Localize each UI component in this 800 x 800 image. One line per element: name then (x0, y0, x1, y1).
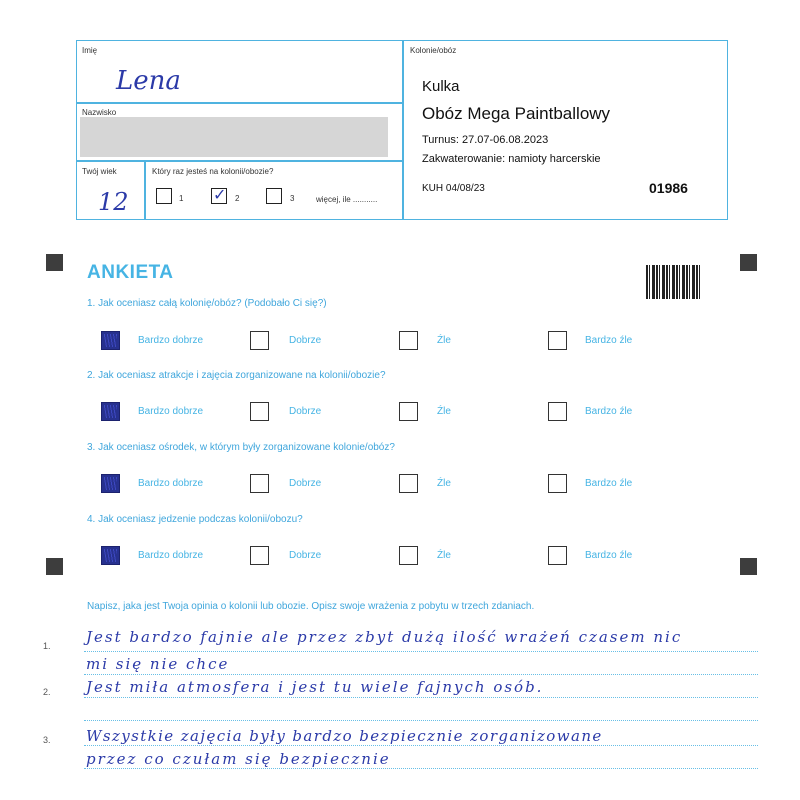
q4-label-bardzo-zle: Bardzo źle (585, 550, 633, 561)
imie-label: Imię (82, 46, 98, 55)
zakwaterowanie-row (422, 153, 601, 165)
q1-label-zle: Źle (437, 335, 451, 346)
line-number-1: 1. (43, 641, 51, 651)
line-number-3: 3. (43, 735, 51, 745)
header-divider-1 (76, 102, 402, 104)
answer-line-1b (84, 674, 758, 675)
header-divider-age (144, 160, 146, 220)
q4-checkbox-dobrze[interactable] (250, 546, 269, 565)
header-divider-2 (76, 160, 402, 162)
answer-line-2b (84, 720, 758, 721)
form-number: 01986 (649, 180, 688, 196)
turnus-value: 27.07-06.08.2023 (461, 134, 549, 146)
survey-title: ANKIETA (87, 262, 174, 283)
q2-label-zle: Źle (437, 406, 451, 417)
opinion-instruction: Napisz, jaka jest Twoja opinia o kolonii lub obozie. Opisz swoje wrażenia z pobytu w trzech zdaniach. (87, 601, 535, 612)
nazwisko-label: Nazwisko (82, 108, 117, 117)
q2-label-bardzo-zle: Bardzo źle (585, 406, 633, 417)
q2-checkbox-bardzo-zle[interactable] (548, 402, 567, 421)
ktory-raz-label: Który raz jesteś na kolonii/obozie? (152, 167, 274, 176)
question-1-text: 1. Jak oceniasz całą kolonię/obóz? (Podobało Ci się?) (87, 298, 327, 309)
q1-checkbox-dobrze[interactable] (250, 331, 269, 350)
visit-checkbox-2[interactable] (211, 188, 227, 204)
q1-checkbox-bardzo-zle[interactable] (548, 331, 567, 350)
q3-label-bardzo-dobrze: Bardzo dobrze (138, 478, 204, 489)
q4-checkbox-bardzo-zle[interactable] (548, 546, 567, 565)
q3-checkbox-dobrze[interactable] (250, 474, 269, 493)
q3-checkbox-bardzo-zle[interactable] (548, 474, 567, 493)
q4-label-bardzo-dobrze: Bardzo dobrze (138, 550, 204, 561)
line-number-2: 2. (43, 687, 51, 697)
q1-label-dobrze: Dobrze (289, 335, 322, 346)
header-divider-vertical (402, 40, 404, 220)
q3-checkbox-zle[interactable] (399, 474, 418, 493)
q2-label-bardzo-dobrze: Bardzo dobrze (138, 406, 204, 417)
visit-checkbox-3[interactable] (266, 188, 282, 204)
answer-line-3a (84, 745, 758, 746)
barcode (646, 265, 702, 299)
q1-label-bardzo-dobrze: Bardzo dobrze (138, 335, 204, 346)
turnus-row (422, 134, 548, 146)
visit-option-3-label: 3 (290, 194, 295, 203)
visit-option-2-label: 2 (235, 194, 240, 203)
q2-label-dobrze: Dobrze (289, 406, 322, 417)
q2-checkbox-bardzo-dobrze[interactable] (101, 402, 120, 421)
registration-marker-mid-right (740, 558, 757, 575)
wiecej-label: więcej, ile ........... (316, 195, 378, 204)
question-3-text: 3. Jak oceniasz ośrodek, w którym były zorganizowane kolonie/obóz? (87, 442, 395, 453)
answer-line-1a (84, 651, 758, 652)
answer-2-line-1[interactable]: Jest miła atmosfera i jest tu wiele fajnych osób. (86, 678, 544, 696)
turnus-label: Turnus: (422, 134, 459, 146)
camp-code: KUH 04/08/23 (422, 183, 485, 194)
visit-checkbox-1[interactable] (156, 188, 172, 204)
nazwisko-redacted-field (80, 117, 388, 157)
question-4-text: 4. Jak oceniasz jedzenie podczas kolonii/obozu? (87, 514, 303, 525)
q3-label-zle: Źle (437, 478, 451, 489)
camp-name-1: Kulka (422, 78, 460, 95)
zakwaterowanie-label: Zakwaterowanie: (422, 153, 506, 165)
q3-checkbox-bardzo-dobrze[interactable] (101, 474, 120, 493)
q2-checkbox-dobrze[interactable] (250, 402, 269, 421)
imie-value[interactable]: Lena (116, 66, 181, 96)
zakwaterowanie-value: namioty harcerskie (508, 153, 601, 165)
wiek-value[interactable]: 12 (98, 188, 129, 216)
question-2-text: 2. Jak oceniasz atrakcje i zajęcia zorganizowane na kolonii/obozie? (87, 370, 386, 381)
q1-label-bardzo-zle: Bardzo źle (585, 335, 633, 346)
registration-marker-top-left (46, 254, 63, 271)
visit-option-1-label: 1 (179, 194, 184, 203)
answer-1-line-2[interactable]: mi się nie chce (86, 655, 230, 673)
q3-label-dobrze: Dobrze (289, 478, 322, 489)
answer-3-line-1[interactable]: Wszystkie zajęcia były bardzo bezpiecznie zorganizowane (86, 727, 603, 745)
answer-3-line-2[interactable]: przez co czułam się bezpiecznie (86, 750, 391, 768)
q4-checkbox-zle[interactable] (399, 546, 418, 565)
camp-name-2: Obóz Mega Paintballowy (422, 104, 611, 123)
q3-label-bardzo-zle: Bardzo źle (585, 478, 633, 489)
q2-checkbox-zle[interactable] (399, 402, 418, 421)
wiek-label: Twój wiek (82, 167, 117, 176)
q4-label-dobrze: Dobrze (289, 550, 322, 561)
registration-marker-top-right (740, 254, 757, 271)
q1-checkbox-zle[interactable] (399, 331, 418, 350)
answer-line-2a (84, 697, 758, 698)
answer-line-3b (84, 768, 758, 769)
kolonie-label: Kolonie/obóz (410, 46, 457, 55)
q4-checkbox-bardzo-dobrze[interactable] (101, 546, 120, 565)
registration-marker-mid-left (46, 558, 63, 575)
answer-1-line-1[interactable]: Jest bardzo fajnie ale przez zbyt dużą ilość wrażeń czasem nic (86, 628, 683, 646)
q1-checkbox-bardzo-dobrze[interactable] (101, 331, 120, 350)
q4-label-zle: Źle (437, 550, 451, 561)
